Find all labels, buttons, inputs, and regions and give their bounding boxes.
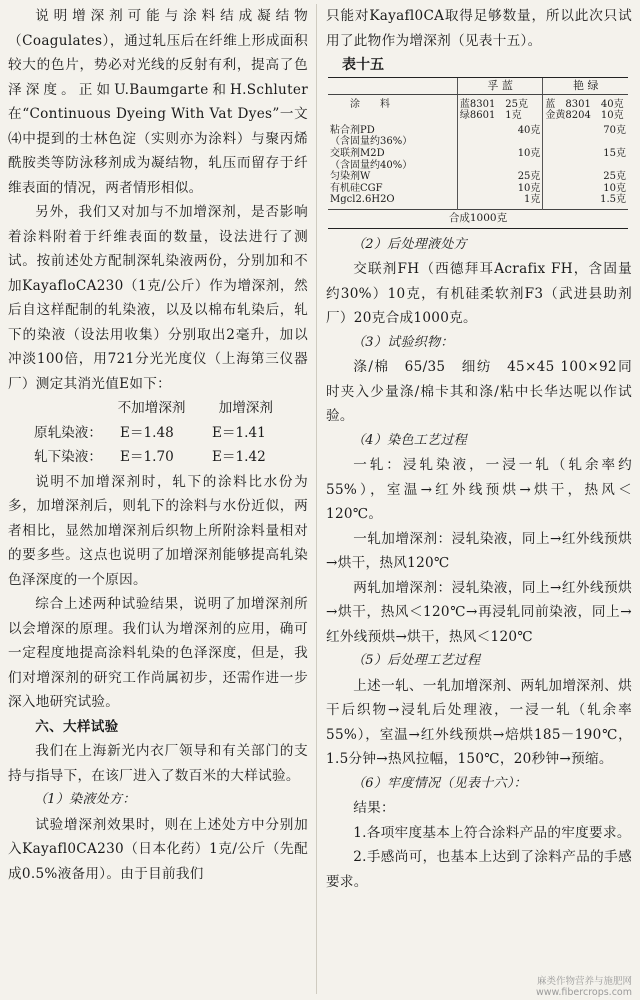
table-cell-value: 15克: [543, 148, 628, 171]
measure-header-without: 不加增深剂: [117, 400, 186, 416]
table-row: [328, 171, 628, 183]
column-divider: [316, 4, 317, 994]
measure-header: [8, 396, 308, 421]
subheading-dye-process: （4）染色工艺过程: [352, 432, 467, 448]
table-cell-name: Mgcl2.6H2O: [330, 194, 395, 206]
measure-row: [8, 445, 308, 470]
subheading-fastness: （6）牢度情况（见表十六）：: [352, 775, 527, 791]
table-row: [328, 122, 628, 148]
measure-row-label: 原轧染液：: [34, 424, 102, 441]
section-heading-large-scale-trial: 六、大样试验: [35, 718, 119, 735]
result-item: 1.各项牢度基本上符合涂料产品的牢度要求。: [353, 824, 631, 841]
measure-value: E＝1.70: [120, 449, 174, 465]
table-cell-value: 10克: [457, 148, 543, 171]
table-row: [328, 148, 628, 171]
table-header-blue: 孚 蓝: [457, 78, 543, 95]
paragraph-summary: 综合上述两种试验结果，说明了加增深剂所以会增深的原理。我们认为增深剂的应用，确可一定程度地提高涂料轧染的色泽深度，但是，我们对增深剂的研究工作尚属初步，还需作进一步深入地研究试验。: [8, 596, 308, 710]
table-row: [328, 94, 628, 122]
paragraph-two-pad-with-agent: 两轧加增深剂：浸轧染液，同上→红外线预烘→烘干，热风＜120℃→再浸轧同前染液，同上→红外线预烘→烘干，热风＜120℃: [326, 579, 632, 645]
paragraph-continued: 只能对Kayafl0CA取得足够数量，所以此次只试用了此物作为增深剂（见表十五）。: [326, 8, 632, 49]
table-cell-note: （含固量约40%）: [330, 159, 413, 171]
paragraph-recipe: 试验增深剂效果时，则在上述处方中分别加入Kayafl0CA230（日本化药）1克/公斤（先配成0.5%液备用）。由于目前我们: [8, 816, 308, 882]
paragraph-post-process: 上述一轧、一轧加增深剂、两轧加增深剂、烘干后织物→浸轧后处理液，一浸一轧（轧余率55%），室温→红外线预烘→焙烘185－190℃，1.5分钟→热风拉幅，150℃，20秒钟→预缩。: [326, 677, 632, 768]
table-cell-value: 70克: [543, 122, 628, 148]
measure-row: [8, 421, 308, 446]
results-label: 结果：: [353, 800, 395, 817]
measure-value: E＝1.48: [120, 424, 174, 441]
subheading-dye-recipe: （1）染液处方：: [34, 792, 136, 807]
paragraph-one-pad-with-agent: 一轧加增深剂：浸轧染液，同上→红外线预烘→烘干，热风120℃: [326, 530, 632, 572]
table-cell-name: 涂 料: [350, 98, 390, 110]
paragraph-trial-intro: 我们在上海新光内衣厂领导和有关部门的支持与指导下，在该厂进入了数百米的大样试验。: [8, 743, 308, 784]
measure-header-with: 加增深剂: [218, 400, 273, 416]
paragraph-fixer: 交联剂FH（西德拜耳Acrafix FH，含固量约30%）10克，有机硅柔软剂F3（武进县助剂厂）20克合成1000克。: [326, 261, 632, 327]
table-title: 表十五: [342, 57, 384, 73]
site-watermark: 麻类作物营养与施肥网 www.fibercrops.com: [535, 976, 632, 998]
table-cell-name: 有机硅CGF: [330, 182, 383, 194]
table-cell-value: 1.5克: [543, 194, 628, 209]
table-cell-note: （含固量约36%）: [330, 136, 413, 148]
left-column: [8, 4, 308, 886]
table-cell-value: 1克: [457, 194, 543, 209]
table-row: [328, 194, 628, 209]
subheading-post-treatment-recipe: （2）后处理液处方: [352, 236, 467, 252]
measure-row-label: 轧下染液：: [34, 449, 102, 465]
right-column: [326, 4, 632, 894]
table-cell-value: 25克: [543, 171, 628, 183]
paragraph-fabric: 涤/棉 65/35 细纺 45×45 100×92同时夹入少量涤/棉卡其和涤/粘中长华达呢以作试验。: [326, 359, 632, 425]
table-cell-value: 蓝 8301 40克: [545, 98, 624, 110]
table-cell-name: 匀染剂W: [330, 171, 371, 183]
paragraph-explanation: 说明不加增深剂时，轧下的涂料比水份为多，加增深剂后，则轧下的涂料与水份近似，两者相比，显然加增深剂后织物上所附涂料量相对的要多些。这点也说明了加增深剂能够提高轧染色泽深度的一个原因。: [8, 473, 308, 588]
table-cell-value: 10克: [543, 183, 628, 195]
measure-value: E＝1.41: [212, 424, 266, 441]
table-total: 合成1000克: [328, 209, 628, 228]
subheading-post-process: （5）后处理工艺过程: [352, 653, 481, 669]
table-cell-value: 绿8601 1克: [459, 110, 522, 122]
table-cell-value: 蓝8301 25克: [459, 98, 529, 110]
table-row: [328, 183, 628, 195]
table-cell-name: 交联剂M2D: [330, 147, 385, 159]
subheading-test-fabric: （3）试验织物：: [352, 334, 454, 350]
table-fifteen: [328, 77, 628, 229]
paragraph-test-method: 另外，我们又对加与不加增深剂，是否影响着涂料附着于纤维表面的数量，设法进行了测试。按前述处方配制深轧染液两份，分别加和不加KayafloCA230（1克/公斤）作为增深剂，然后自这样配制的轧染液，以及以棉布轧染后，轧下的染液（设法用收集）分别取出2毫升，加以冲淡100倍，用721分光光度仪（上海第三仪器厂）测定其消光值E如下：: [8, 204, 308, 392]
table-cell-name: 粘合剂PD: [330, 124, 375, 136]
paragraph-one-pad: 一轧：浸轧染液，一浸一轧（轧余率约55%），室温→红外线预烘→烘干，热风＜120℃。: [326, 457, 632, 523]
table-cell-value: 10克: [457, 183, 543, 195]
table-header-green: 艳 绿: [543, 78, 628, 95]
measure-value: E＝1.42: [212, 449, 266, 465]
table-cell-value: 40克: [457, 122, 543, 148]
table-cell-value: 金黄8204 10克: [545, 110, 624, 122]
result-item: 2.手感尚可，也基本上达到了涂料产品的手感要求。: [326, 849, 632, 890]
table-cell-value: 25克: [457, 171, 543, 183]
paragraph-coagulates: 说明增深剂可能与涂料结成凝结物（Coagulates），通过轧压后在纤维上形成面积较大的色片，势必对光线的反射有利，提高了色泽深度。正如U.Baumgarte和H.Schluter在“Continuous Dyeing With Vat Dyes”一文⑷中提到的士林色淀（实则亦为涂料）与聚丙烯酰胺类等防泳移剂成为凝结物，轧压而留存于纤维表面的情况，两者情形相似。: [8, 8, 308, 196]
